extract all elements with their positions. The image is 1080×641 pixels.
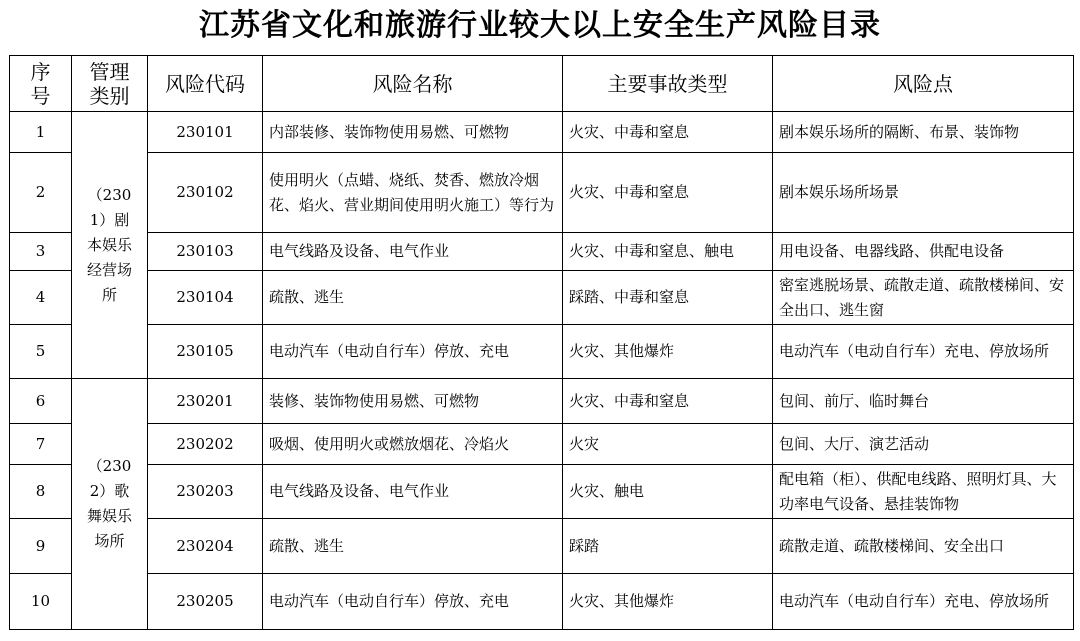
cell-code: 230201 xyxy=(148,379,263,424)
cell-code: 230205 xyxy=(148,574,263,630)
cell-risk-name: 电气线路及设备、电气作业 xyxy=(263,465,563,519)
cell-risk-name: 疏散、逃生 xyxy=(263,519,563,574)
cell-seq: 5 xyxy=(10,325,72,379)
header-name: 风险名称 xyxy=(263,56,563,112)
table-row xyxy=(10,465,1074,519)
cell-code: 230104 xyxy=(148,271,263,325)
table-header-row xyxy=(10,56,1074,112)
cell-risk-name: 使用明火（点蜡、烧纸、焚香、燃放冷烟花、焰火、营业期间使用明火施工）等行为 xyxy=(263,153,563,233)
cell-accident-type: 踩踏 xyxy=(563,519,773,574)
cell-risk-name: 吸烟、使用明火或燃放烟花、冷焰火 xyxy=(263,424,563,465)
table-row xyxy=(10,519,1074,574)
cell-code: 230101 xyxy=(148,112,263,153)
cell-accident-type: 火灾、其他爆炸 xyxy=(563,574,773,630)
cell-risk-point: 电动汽车（电动自行车）充电、停放场所 xyxy=(773,574,1074,630)
cell-risk-point: 密室逃脱场景、疏散走道、疏散楼梯间、安全出口、逃生窗 xyxy=(773,271,1074,325)
cell-seq: 10 xyxy=(10,574,72,630)
risk-catalog-table xyxy=(9,55,1074,630)
cell-risk-name: 疏散、逃生 xyxy=(263,271,563,325)
header-seq: 序号 xyxy=(10,56,72,112)
cell-seq: 2 xyxy=(10,153,72,233)
cell-risk-point: 电动汽车（电动自行车）充电、停放场所 xyxy=(773,325,1074,379)
cell-code: 230103 xyxy=(148,233,263,271)
cell-seq: 3 xyxy=(10,233,72,271)
cell-category-group: （2301）剧本娱乐经营场所 xyxy=(72,112,148,379)
cell-risk-name: 电气线路及设备、电气作业 xyxy=(263,233,563,271)
table-row xyxy=(10,112,1074,153)
cell-risk-point: 包间、大厅、演艺活动 xyxy=(773,424,1074,465)
cell-risk-name: 电动汽车（电动自行车）停放、充电 xyxy=(263,574,563,630)
cell-category-group: （2302）歌舞娱乐场所 xyxy=(72,379,148,630)
cell-accident-type: 踩踏、中毒和窒息 xyxy=(563,271,773,325)
cell-risk-point: 配电箱（柜）、供配电线路、照明灯具、大功率电气设备、悬挂装饰物 xyxy=(773,465,1074,519)
table-row xyxy=(10,379,1074,424)
cell-accident-type: 火灾 xyxy=(563,424,773,465)
cell-code: 230105 xyxy=(148,325,263,379)
cell-code: 230203 xyxy=(148,465,263,519)
cell-code: 230204 xyxy=(148,519,263,574)
header-category: 管理类别 xyxy=(72,56,148,112)
document-title: 江苏省文化和旅游行业较大以上安全生产风险目录 xyxy=(199,8,881,43)
cell-accident-type: 火灾、其他爆炸 xyxy=(563,325,773,379)
table-row xyxy=(10,424,1074,465)
cell-risk-point: 剧本娱乐场所场景 xyxy=(773,153,1074,233)
cell-accident-type: 火灾、中毒和窒息 xyxy=(563,379,773,424)
cell-code: 230102 xyxy=(148,153,263,233)
table-row xyxy=(10,325,1074,379)
cell-seq: 9 xyxy=(10,519,72,574)
cell-risk-point: 包间、前厅、临时舞台 xyxy=(773,379,1074,424)
cell-risk-name: 电动汽车（电动自行车）停放、充电 xyxy=(263,325,563,379)
table-row xyxy=(10,233,1074,271)
header-code: 风险代码 xyxy=(148,56,263,112)
table-row xyxy=(10,153,1074,233)
cell-seq: 8 xyxy=(10,465,72,519)
cell-risk-name: 内部装修、装饰物使用易燃、可燃物 xyxy=(263,112,563,153)
cell-accident-type: 火灾、中毒和窒息 xyxy=(563,153,773,233)
header-accident: 主要事故类型 xyxy=(563,56,773,112)
header-point: 风险点 xyxy=(773,56,1074,112)
cell-seq: 1 xyxy=(10,112,72,153)
cell-accident-type: 火灾、触电 xyxy=(563,465,773,519)
cell-risk-name: 装修、装饰物使用易燃、可燃物 xyxy=(263,379,563,424)
table-row xyxy=(10,271,1074,325)
cell-seq: 7 xyxy=(10,424,72,465)
cell-risk-point: 疏散走道、疏散楼梯间、安全出口 xyxy=(773,519,1074,574)
cell-seq: 6 xyxy=(10,379,72,424)
cell-risk-point: 剧本娱乐场所的隔断、布景、装饰物 xyxy=(773,112,1074,153)
cell-accident-type: 火灾、中毒和窒息 xyxy=(563,112,773,153)
cell-seq: 4 xyxy=(10,271,72,325)
table-row xyxy=(10,574,1074,630)
cell-risk-point: 用电设备、电器线路、供配电设备 xyxy=(773,233,1074,271)
cell-code: 230202 xyxy=(148,424,263,465)
cell-accident-type: 火灾、中毒和窒息、触电 xyxy=(563,233,773,271)
